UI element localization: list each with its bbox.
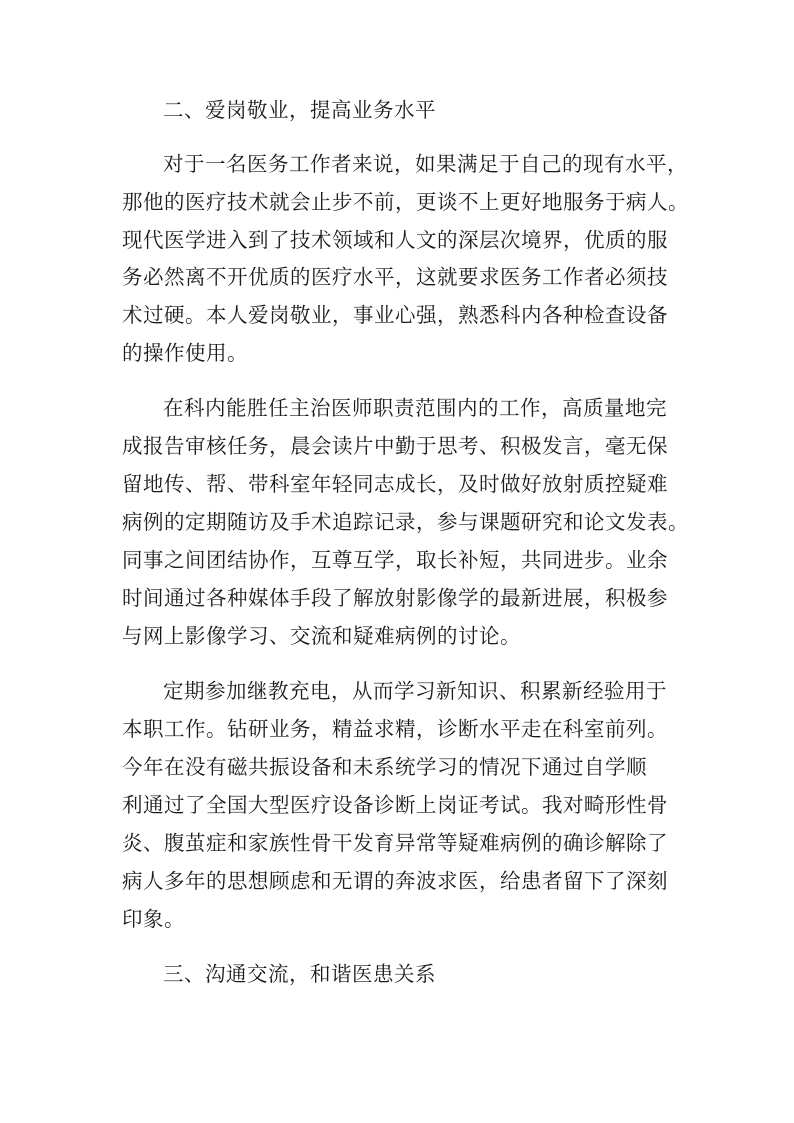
paragraph-line: 同事之间团结协作，互尊互学，取长补短，共同进步。业余 — [122, 548, 668, 572]
paragraph-line: 现代医学进入到了技术领域和人文的深层次境界，优质的服 — [122, 228, 668, 252]
paragraph-line: 术过硬。本人爱岗敬业，事业心强，熟悉科内各种检查设备 — [122, 303, 668, 327]
paragraph-line: 对于一名医务工作者来说，如果满足于自己的现有水平， — [163, 152, 688, 176]
paragraph-line: 务必然离不开优质的医疗水平，这就要求医务工作者必须技 — [122, 265, 668, 289]
paragraph-line: 病人多年的思想顾虑和无谓的奔波求医，给患者留下了深刻 — [122, 869, 668, 893]
paragraph-line: 在科内能胜任主治医师职责范围内的工作，高质量地完 — [163, 396, 667, 420]
paragraph-line: 的操作使用。 — [122, 341, 248, 365]
paragraph-line: 留地传、帮、带科室年轻同志成长，及时做好放射质控疑难 — [122, 472, 668, 496]
section-heading-2: 二、爱岗敬业，提高业务水平 — [163, 98, 436, 122]
paragraph-line: 病例的定期随访及手术追踪记录，参与课题研究和论文发表。 — [122, 510, 689, 534]
section-heading-3: 三、沟通交流，和谐医患关系 — [163, 962, 436, 986]
paragraph-line: 炎、腹茧症和家族性骨干发育异常等疑难病例的确诊解除了 — [122, 831, 668, 855]
paragraph-line: 利通过了全国大型医疗设备诊断上岗证考试。我对畸形性骨 — [122, 793, 668, 817]
paragraph-line: 成报告审核任务，晨会读片中勤于思考、积极发言，毫无保 — [122, 434, 668, 458]
paragraph-line: 今年在没有磁共振设备和未系统学习的情况下通过自学顺 — [122, 755, 647, 779]
paragraph-line: 时间通过各种媒体手段了解放射影像学的最新进展，积极参 — [122, 586, 668, 610]
paragraph-line: 与网上影像学习、交流和疑难病例的讨论。 — [122, 624, 521, 648]
paragraph-line: 定期参加继教充电，从而学习新知识、积累新经验用于 — [163, 679, 667, 703]
paragraph-line: 印象。 — [122, 907, 185, 931]
paragraph-line: 本职工作。钻研业务，精益求精，诊断水平走在科室前列。 — [122, 717, 668, 741]
paragraph-line: 那他的医疗技术就会止步不前，更谈不上更好地服务于病人。 — [122, 190, 689, 214]
